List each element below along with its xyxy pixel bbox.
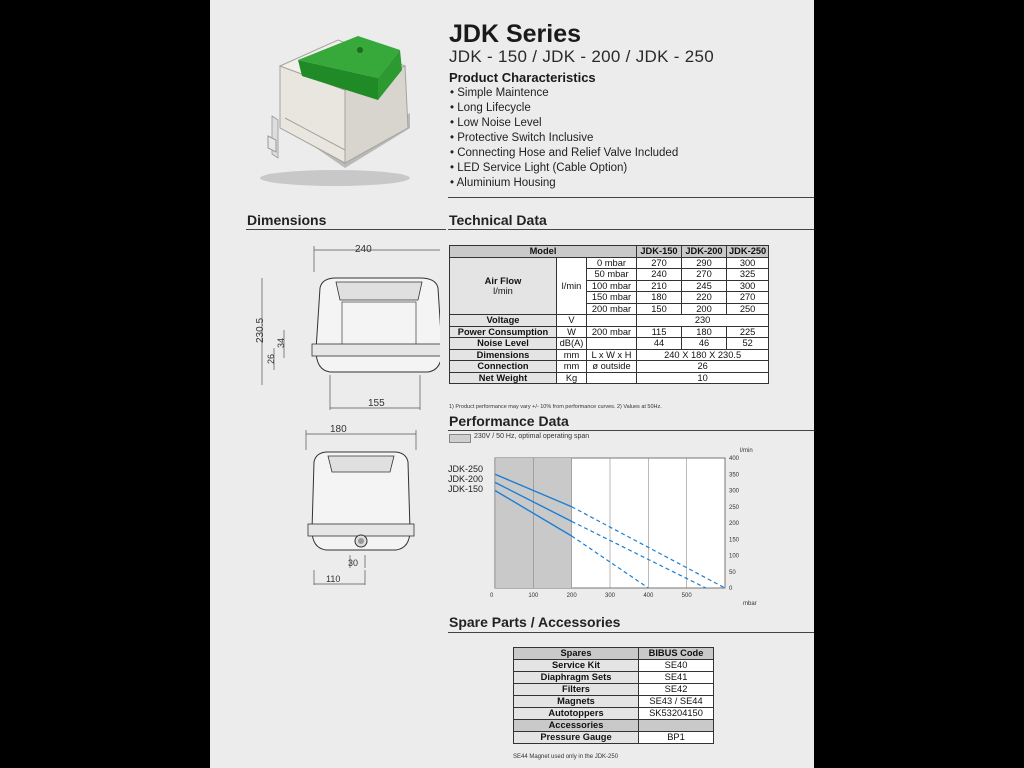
- table-cell: 150: [637, 303, 682, 315]
- x-tick-label: 400: [643, 593, 654, 599]
- x-tick-label: 200: [566, 593, 577, 599]
- jdk200-header: JDK-200: [682, 246, 727, 258]
- table-row: [450, 349, 769, 361]
- table-cell: 44: [637, 338, 682, 350]
- table-cell: 0 mbar: [587, 257, 637, 269]
- divider: [448, 430, 814, 431]
- d155-label: 155: [368, 398, 385, 409]
- airflow-label: Air Flow l/min: [450, 257, 557, 315]
- x-tick-label: 0: [490, 593, 494, 599]
- table-cell: [587, 315, 637, 327]
- characteristic-item: • Aluminium Housing: [450, 176, 678, 191]
- table-cell: Diaphragm Sets: [514, 672, 639, 684]
- table-row: [514, 672, 714, 684]
- y-tick-label: 250: [729, 504, 740, 511]
- characteristic-item: • Protective Switch Inclusive: [450, 131, 678, 146]
- table-cell: 300: [727, 280, 769, 292]
- table-cell: dB(A): [557, 338, 587, 350]
- y-tick-label: 0: [729, 586, 733, 592]
- d34-label: 34: [276, 337, 286, 348]
- technical-footnote: 1) Product performance may vary +/- 10% from performance curves. 2) Values at 50Hz.: [449, 404, 662, 410]
- table-cell: Filters: [514, 684, 639, 696]
- table-cell: 245: [682, 280, 727, 292]
- table-cell: SE43 / SE44: [639, 696, 714, 708]
- x-tick-label: 300: [605, 593, 616, 599]
- table-cell: Service Kit: [514, 660, 639, 672]
- table-cell: 10: [637, 372, 769, 384]
- table-row: [514, 732, 714, 744]
- table-cell: [587, 338, 637, 350]
- series-label: JDK-250: [448, 464, 484, 474]
- series-label: JDK-200: [448, 474, 484, 484]
- y-tick-label: 200: [729, 521, 740, 527]
- table-cell: 180: [682, 326, 727, 338]
- table-cell: Pressure Gauge: [514, 732, 639, 744]
- table-cell: Magnets: [514, 696, 639, 708]
- table-row: [450, 257, 769, 269]
- d26-label: 26: [266, 353, 276, 364]
- table-cell: 230: [637, 315, 769, 327]
- performance-chart: [440, 440, 780, 610]
- table-row: [514, 696, 714, 708]
- table-row: [450, 361, 769, 373]
- accessories-header: Accessories: [514, 720, 639, 732]
- table-cell: [587, 372, 637, 384]
- connection-label: Connection: [450, 361, 557, 373]
- d30-label: 30: [348, 558, 359, 568]
- table-cell: 180: [637, 292, 682, 304]
- technical-heading: Technical Data: [449, 212, 547, 228]
- table-cell: mm: [557, 349, 587, 361]
- divider: [448, 229, 814, 230]
- series-title: JDK Series: [449, 20, 582, 48]
- front-view-drawing: [250, 240, 440, 415]
- x-unit-label: mbar: [743, 601, 757, 607]
- y-tick-label: 50: [729, 569, 736, 576]
- table-row: [450, 326, 769, 338]
- table-cell: ø outside: [587, 361, 637, 373]
- spares-heading: Spare Parts / Accessories: [449, 614, 621, 630]
- table-cell: 150 mbar: [587, 292, 637, 304]
- model-header: Model: [450, 246, 637, 258]
- product-photo: [250, 28, 420, 188]
- table-cell: 200 mbar: [587, 303, 637, 315]
- divider: [246, 229, 446, 230]
- table-cell: Autotoppers: [514, 708, 639, 720]
- side-view-drawing: [270, 420, 420, 590]
- voltage-label: Voltage: [450, 315, 557, 327]
- divider: [448, 197, 814, 198]
- code-header: BIBUS Code: [639, 648, 714, 660]
- table-cell: SE41: [639, 672, 714, 684]
- table-cell: 300: [727, 257, 769, 269]
- table-cell: 200 mbar: [587, 326, 637, 338]
- x-tick-label: 100: [528, 593, 539, 599]
- table-cell: 52: [727, 338, 769, 350]
- width-label: 240: [355, 244, 372, 255]
- table-cell: 50 mbar: [587, 269, 637, 281]
- table-cell: 46: [682, 338, 727, 350]
- table-cell: 220: [682, 292, 727, 304]
- jdk150-header: JDK-150: [637, 246, 682, 258]
- table-cell: 115: [637, 326, 682, 338]
- y-tick-label: 350: [729, 472, 740, 479]
- table-row: [514, 660, 714, 672]
- characteristic-item: • Connecting Hose and Relief Valve Included: [450, 146, 678, 161]
- table-cell: 26: [637, 361, 769, 373]
- characteristics-list: [450, 86, 678, 191]
- characteristic-item: • Long Lifecycle: [450, 101, 678, 116]
- weight-label: Net Weight: [450, 372, 557, 384]
- table-cell: SE42: [639, 684, 714, 696]
- noise-label: Noise Level: [450, 338, 557, 350]
- table-cell: 270: [682, 269, 727, 281]
- table-cell: 240 X 180 X 230.5: [637, 349, 769, 361]
- table-cell: 100 mbar: [587, 280, 637, 292]
- table-cell: mm: [557, 361, 587, 373]
- x-tick-label: 500: [681, 593, 692, 599]
- table-cell: 240: [637, 269, 682, 281]
- table-cell: V: [557, 315, 587, 327]
- table-cell: 210: [637, 280, 682, 292]
- y-tick-label: 400: [729, 456, 740, 462]
- table-cell: Kg: [557, 372, 587, 384]
- dimensions-label: Dimensions: [450, 349, 557, 361]
- table-cell: 200: [682, 303, 727, 315]
- performance-heading: Performance Data: [449, 413, 569, 429]
- table-header-row: [514, 648, 714, 660]
- divider: [448, 632, 814, 633]
- power-label: Power Consumption: [450, 326, 557, 338]
- table-row: [514, 708, 714, 720]
- spares-footnote: SE44 Magnet used only in the JDK-250: [513, 754, 619, 760]
- dimensions-heading: Dimensions: [247, 212, 327, 228]
- table-cell: 270: [637, 257, 682, 269]
- y-tick-label: 150: [729, 537, 740, 544]
- characteristic-item: • LED Service Light (Cable Option): [450, 161, 678, 176]
- characteristic-item: • Low Noise Level: [450, 116, 678, 131]
- jdk250-header: JDK-250: [727, 246, 769, 258]
- characteristics-title: Product Characteristics: [449, 70, 596, 85]
- table-cell: BP1: [639, 732, 714, 744]
- technical-data-table: [449, 245, 769, 384]
- characteristic-item: • Simple Maintence: [450, 86, 678, 101]
- table-row: [514, 684, 714, 696]
- table-cell: 225: [727, 326, 769, 338]
- table-cell: 250: [727, 303, 769, 315]
- table-row: [450, 338, 769, 350]
- d110-label: 110: [326, 574, 341, 584]
- depth-label: 180: [330, 424, 347, 435]
- table-header-row: [450, 246, 769, 258]
- table-cell: 325: [727, 269, 769, 281]
- table-cell: L x W x H: [587, 349, 637, 361]
- legend-text: 230V / 50 Hz, optimal operating span: [474, 433, 590, 440]
- spares-header: Spares: [514, 648, 639, 660]
- series-label: JDK-150: [448, 484, 484, 494]
- y-unit-label: l/min: [740, 448, 753, 454]
- table-row: [450, 372, 769, 384]
- datasheet-page: [210, 0, 814, 768]
- height-label: 230.5: [255, 317, 266, 343]
- y-tick-label: 100: [729, 553, 740, 560]
- spare-parts-table: [513, 647, 714, 744]
- table-header-row: [514, 720, 714, 732]
- model-subtitle: JDK - 150 / JDK - 200 / JDK - 250: [449, 47, 714, 66]
- table-cell: [639, 720, 714, 732]
- table-cell: SE40: [639, 660, 714, 672]
- airflow-unit: l/min: [557, 257, 587, 315]
- table-cell: 270: [727, 292, 769, 304]
- y-tick-label: 300: [729, 488, 740, 495]
- table-row: [450, 315, 769, 327]
- table-cell: W: [557, 326, 587, 338]
- table-cell: SK53204150: [639, 708, 714, 720]
- table-cell: 290: [682, 257, 727, 269]
